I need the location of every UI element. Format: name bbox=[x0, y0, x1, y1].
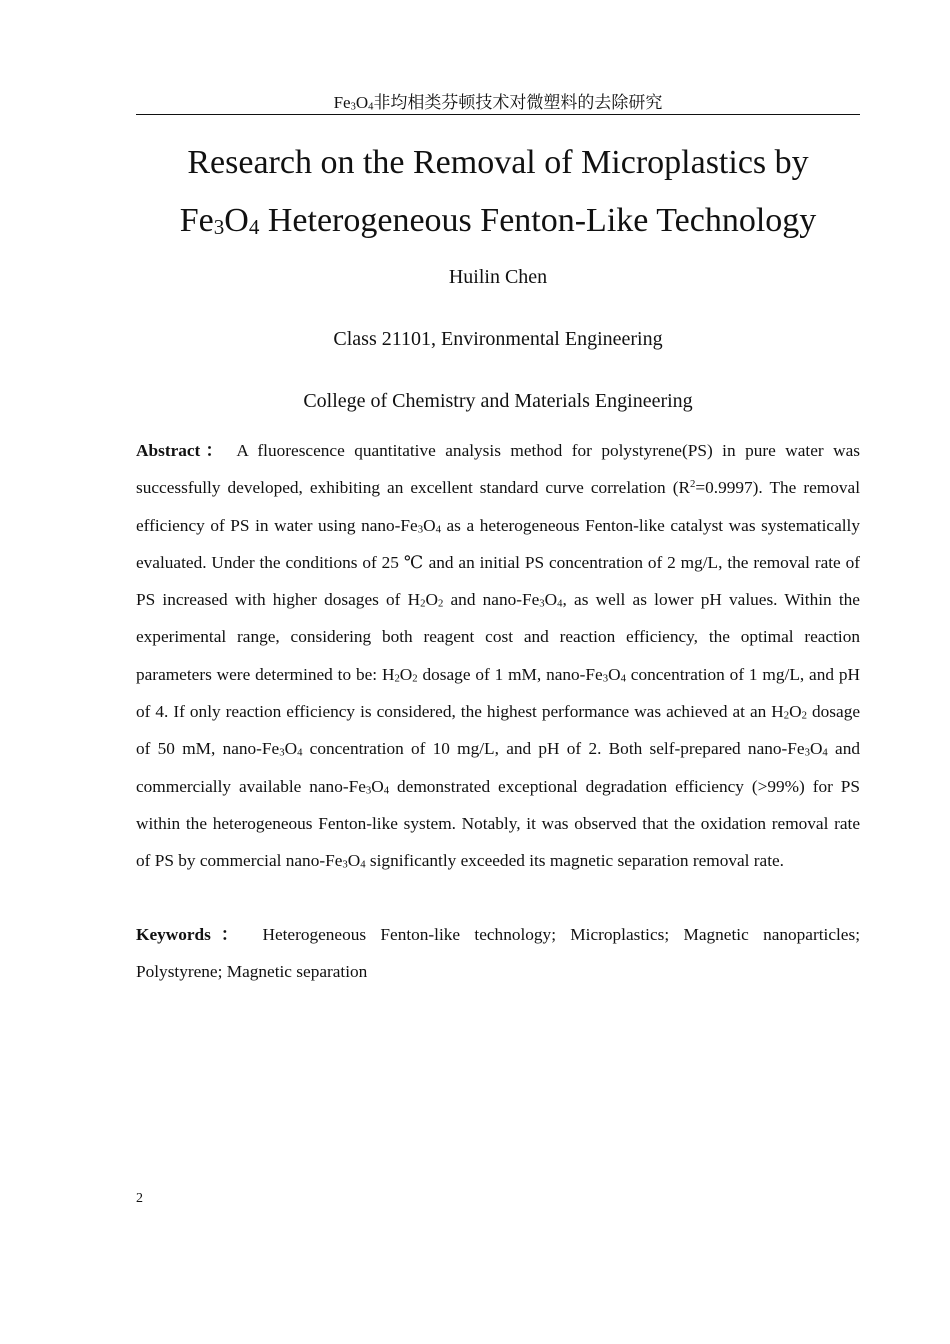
keywords-text: Heterogeneous Fenton-like technology; Microplastics; Magnetic nanoparticles; Polystyrene; Magnetic separation bbox=[136, 925, 860, 982]
abstract-label: Abstract： bbox=[136, 441, 228, 460]
running-header-text: O bbox=[355, 93, 369, 112]
author-college: College of Chemistry and Materials Engineering bbox=[303, 390, 693, 412]
subscript: 3 bbox=[804, 746, 810, 759]
keywords-paragraph bbox=[136, 916, 860, 991]
abstract-text: O bbox=[425, 590, 438, 610]
subscript: 3 bbox=[417, 523, 424, 536]
subscript: 3 bbox=[279, 746, 285, 759]
abstract-text: O bbox=[423, 515, 436, 535]
title-text: O bbox=[224, 202, 249, 239]
subscript: 2 bbox=[801, 709, 807, 722]
running-header-text: Fe bbox=[333, 93, 351, 112]
abstract-text: O bbox=[789, 702, 802, 722]
subscript: 3 bbox=[602, 672, 609, 685]
abstract-text: , as well as lower pH values. Within the experimental range, considering both reagent cost and reaction efficiency, the optimal reaction parameters were determined to be: H bbox=[136, 590, 860, 684]
paper-title-line-1: Research on the Removal of Microplastics by bbox=[187, 144, 809, 181]
subscript: 4 bbox=[297, 746, 303, 759]
subscript: 3 bbox=[342, 858, 348, 871]
title-subscript: 4 bbox=[248, 215, 260, 240]
abstract-text: dosage of 1 mM, nano-Fe bbox=[417, 664, 603, 684]
abstract-text: concentration of 1 mg/L, and pH of 4. If only reaction efficiency is considered, the highest performance was achieved at an H bbox=[136, 664, 860, 722]
abstract-text: O bbox=[371, 776, 384, 796]
title-text: Heterogeneous Fenton-Like Technology bbox=[259, 202, 817, 239]
subscript: 4 bbox=[620, 672, 626, 685]
abstract-text: significantly exceeded its magnetic separation removal rate. bbox=[365, 851, 784, 871]
header-rule bbox=[136, 114, 860, 115]
subscript: 4 bbox=[360, 858, 366, 871]
subscript: 4 bbox=[435, 523, 441, 536]
abstract-text: O bbox=[544, 590, 558, 610]
abstract-text: O bbox=[399, 664, 413, 684]
title-text: Fe bbox=[179, 202, 214, 239]
superscript: 2 bbox=[690, 478, 696, 491]
abstract-text: O bbox=[347, 851, 361, 871]
running-header-text: 非均相类芬顿技术对微塑料的去除研究 bbox=[373, 93, 663, 112]
subscript: 2 bbox=[783, 709, 790, 722]
abstract-paragraph bbox=[136, 432, 860, 880]
subscript: 4 bbox=[822, 746, 828, 759]
paper-title bbox=[120, 134, 876, 250]
author-name: Huilin Chen bbox=[448, 266, 548, 288]
paper-title-line-2 bbox=[120, 192, 876, 250]
page-number: 2 bbox=[136, 1191, 143, 1206]
abstract-text: dosage of 50 mM, nano-Fe bbox=[136, 702, 861, 759]
abstract-text: A fluorescence quantitative analysis method for polystyrene(PS) in pure water was successfully developed, exhibiting an excellent standard curve correlation (R bbox=[136, 441, 861, 498]
abstract-text: and commercially available nano-Fe bbox=[136, 739, 860, 796]
running-header-subscript: 3 bbox=[350, 101, 356, 113]
running-header-subscript: 4 bbox=[368, 101, 374, 113]
subscript: 4 bbox=[383, 784, 390, 797]
subscript: 2 bbox=[437, 597, 444, 610]
author-class: Class 21101, Environmental Engineering bbox=[333, 328, 663, 350]
subscript: 2 bbox=[412, 672, 418, 685]
abstract-text: demonstrated exceptional degradation efficiency (>99%) for PS within the heterogeneous Fenton-like system. Notably, it was observed that the oxidation removal rate of PS by commercial nano-Fe bbox=[136, 776, 861, 871]
keywords-label: Keywords： bbox=[136, 925, 249, 944]
abstract-text: as a heterogeneous Fenton-like catalyst was systematically evaluated. Under the conditions of 25 ℃ and an initial PS concentration of 2 mg/L, the removal rate of PS increased with higher dosages of H bbox=[136, 515, 860, 610]
abstract-text: =0.9997). The removal efficiency of PS in water using nano-Fe bbox=[136, 478, 860, 535]
abstract-text: O bbox=[284, 739, 298, 759]
subscript: 2 bbox=[394, 672, 400, 685]
subscript: 4 bbox=[557, 597, 563, 610]
title-subscript: 3 bbox=[213, 215, 225, 240]
abstract-text: O bbox=[809, 739, 823, 759]
abstract-text: O bbox=[608, 664, 621, 684]
abstract-text: and nano-Fe bbox=[443, 590, 540, 610]
abstract-text: concentration of 10 mg/L, and pH of 2. Both self-prepared nano-Fe bbox=[302, 739, 805, 759]
running-header bbox=[136, 92, 860, 114]
subscript: 3 bbox=[539, 597, 545, 610]
subscript: 2 bbox=[420, 597, 426, 610]
subscript: 3 bbox=[365, 784, 372, 797]
